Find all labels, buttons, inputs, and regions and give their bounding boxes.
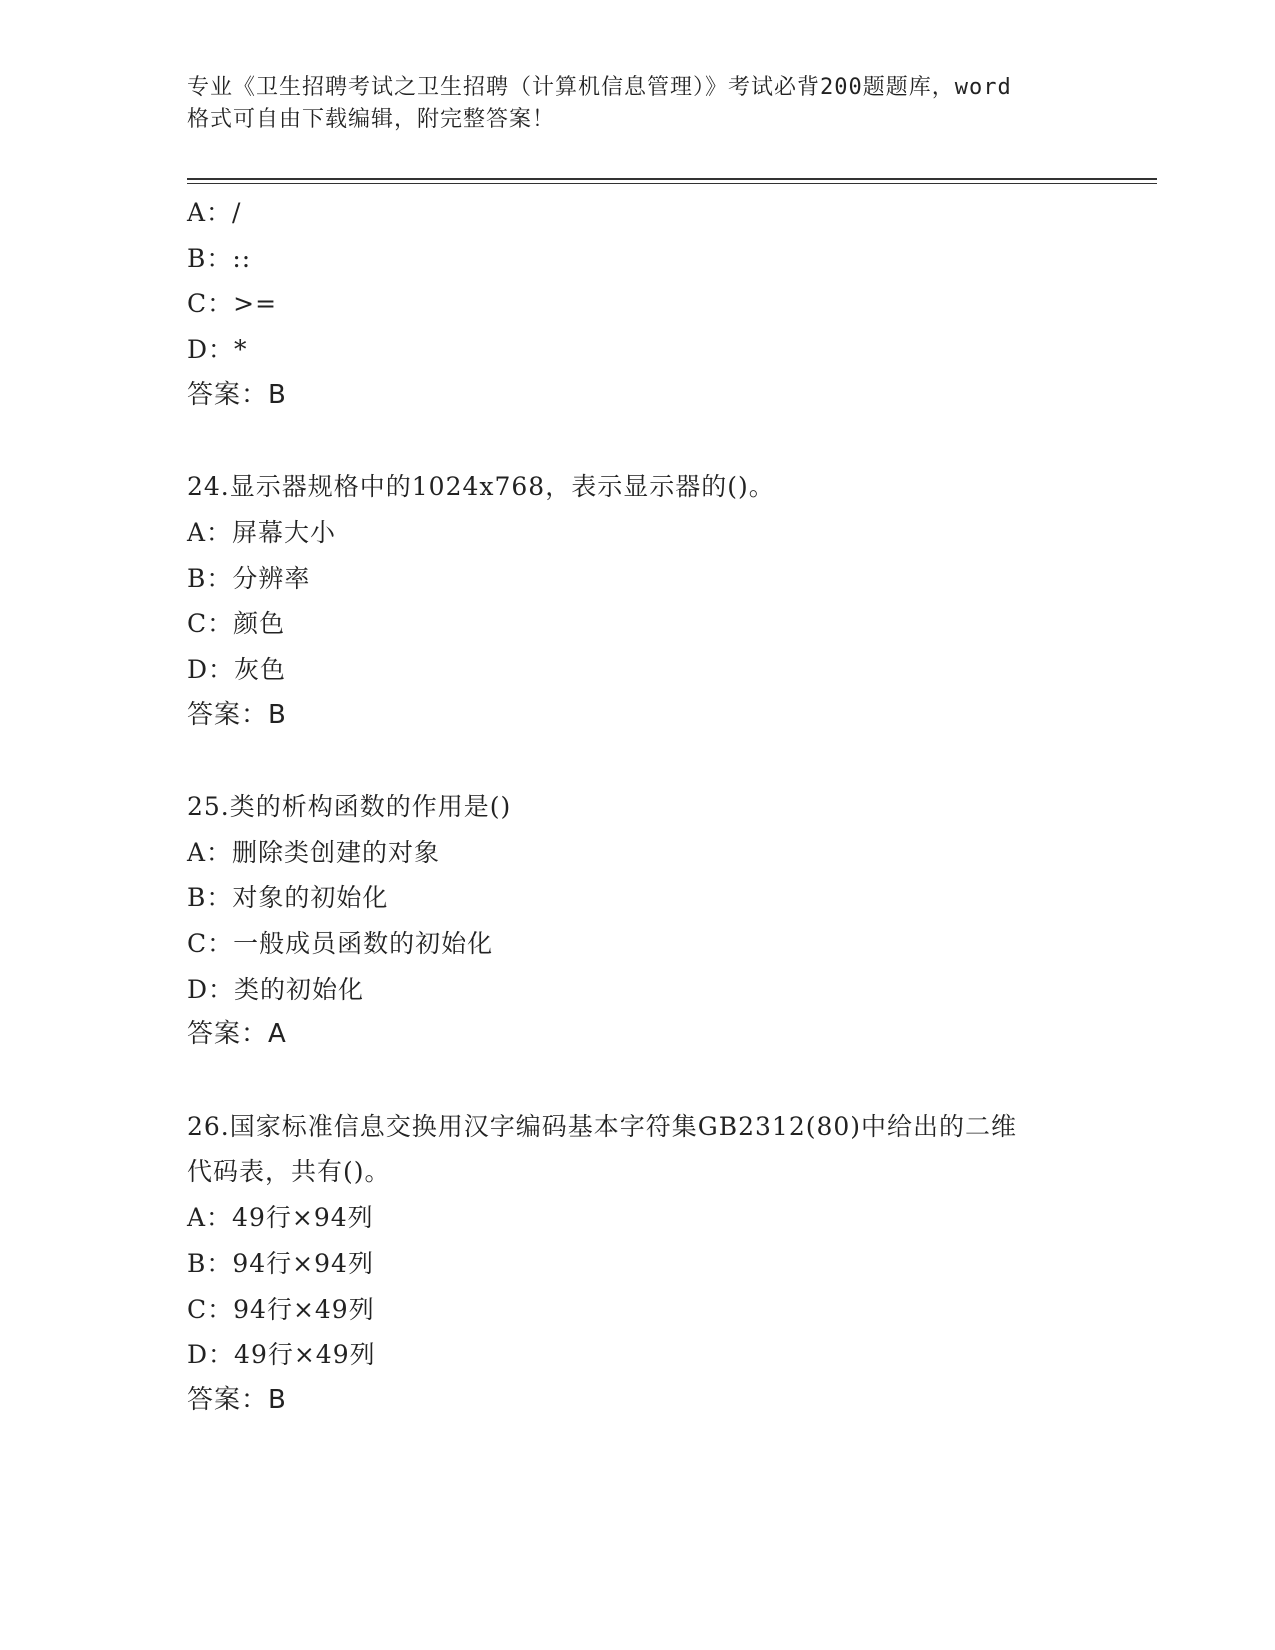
question-stem: 24.显示器规格中的1024x768，表示显示器的()。 (187, 472, 775, 502)
question-26 (187, 1104, 1157, 1424)
answer: 答案：B (187, 1384, 287, 1415)
option-a: A：/ (187, 198, 242, 227)
question-25 (187, 784, 1157, 1058)
question-list (187, 190, 1157, 1424)
question-23 (187, 190, 1157, 418)
option-b: B：:: (187, 243, 252, 273)
spacer (187, 738, 1157, 784)
question-stem-line-2: 代码表，共有()。 (187, 1157, 391, 1187)
header-divider-thick (187, 178, 1157, 180)
answer: 答案：A (187, 1019, 287, 1050)
question-stem: 25.类的析构函数的作用是() (187, 791, 512, 821)
question-24 (187, 464, 1157, 738)
option-c: C：94行×49列 (187, 1294, 375, 1324)
header-divider-thin (187, 183, 1157, 184)
spacer (187, 418, 1157, 464)
option-c: C：一般成员函数的初始化 (187, 929, 494, 958)
option-c: C：颜色 (187, 609, 286, 639)
option-d: D：49行×49列 (187, 1340, 376, 1370)
option-a: A：49行×94列 (187, 1203, 374, 1233)
document-header (187, 72, 1087, 136)
header-line-1: 专业《卫生招聘考试之卫生招聘（计算机信息管理）》考试必背200题题库，word (187, 75, 1012, 100)
answer: 答案：B (187, 699, 287, 730)
option-d: D：* (187, 335, 248, 365)
option-b: B：对象的初始化 (187, 883, 389, 913)
option-d: D：灰色 (187, 654, 287, 684)
option-b: B：94行×94列 (187, 1248, 374, 1278)
header-line-2: 格式可自由下载编辑，附完整答案！ (187, 107, 556, 132)
option-b: B：分辨率 (187, 563, 311, 593)
question-stem-line-1: 26.国家标准信息交换用汉字编码基本字符集GB2312(80)中给出的二维 (187, 1111, 1018, 1141)
option-d: D：类的初始化 (187, 974, 365, 1004)
option-a: A：屏幕大小 (187, 517, 337, 547)
option-a: A：删除类创建的对象 (187, 837, 441, 867)
option-c: C：>= (187, 289, 278, 319)
answer: 答案：B (187, 379, 287, 410)
spacer (187, 1058, 1157, 1104)
